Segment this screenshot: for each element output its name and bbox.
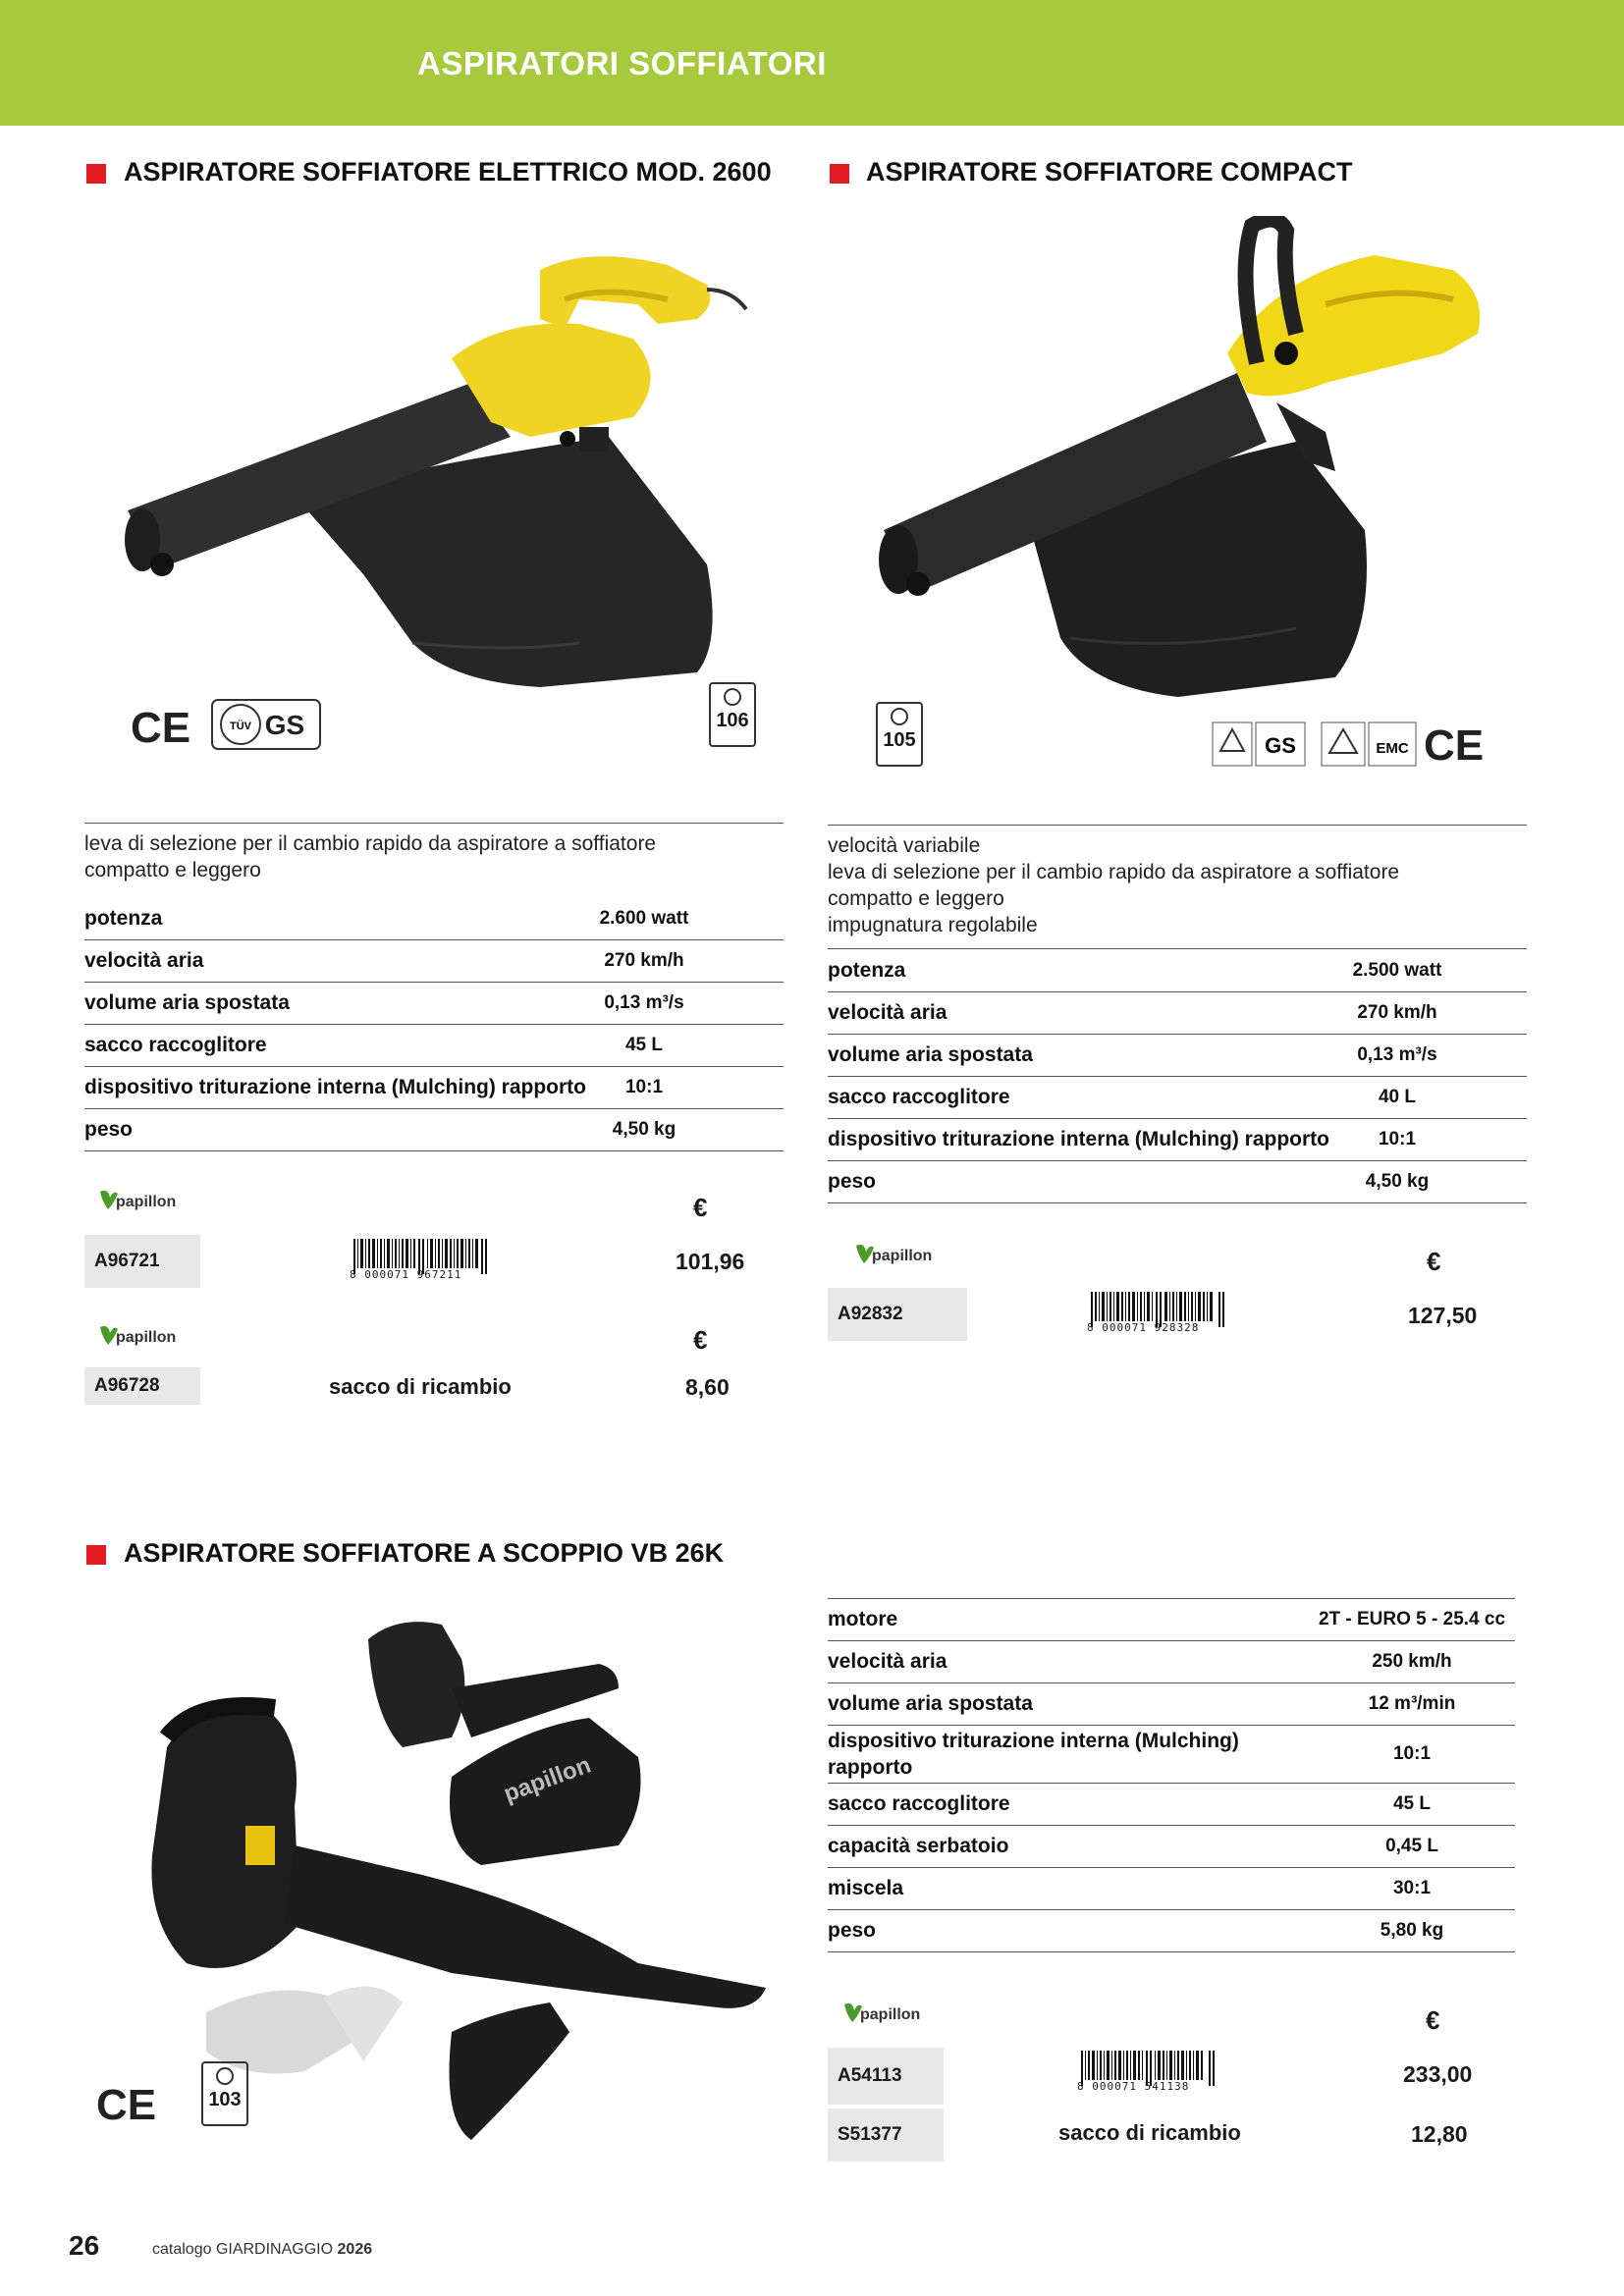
leaf-icon	[98, 1188, 118, 1211]
spec-row: velocità aria 270 km/h	[828, 992, 1527, 1035]
barcode: 8 000071 541138	[1077, 2051, 1219, 2100]
svg-text:TÜV: TÜV	[230, 721, 251, 732]
section-marker	[86, 1545, 106, 1565]
ce-mark-icon: CE	[131, 704, 191, 752]
tuv-gs-emc-marks-icon	[1212, 721, 1418, 769]
spec-row: velocità aria 250 km/h	[828, 1641, 1515, 1683]
noise-level-badge: 103	[201, 2061, 248, 2126]
section-marker	[830, 164, 849, 184]
divider	[84, 823, 784, 824]
spec-row: volume aria spostata 0,13 m³/s	[828, 1035, 1527, 1077]
svg-text:GS: GS	[1265, 733, 1296, 758]
divider	[828, 825, 1527, 826]
product-price: 127,50	[1408, 1303, 1478, 1328]
product-code: A96728	[84, 1367, 200, 1405]
spec-row: sacco raccoglitore 40 L	[828, 1077, 1527, 1119]
spec-row: volume aria spostata 12 m³/min	[828, 1683, 1515, 1726]
product-1-title: ASPIRATORE SOFFIATORE ELETTRICO MOD. 2600	[124, 157, 772, 187]
product-price: 233,00	[1403, 2061, 1473, 2087]
spec-row: peso 4,50 kg	[84, 1109, 784, 1151]
spec-row: volume aria spostata 0,13 m³/s	[84, 983, 784, 1025]
ce-mark-icon: CE	[1424, 721, 1485, 770]
spec-row: potenza 2.600 watt	[84, 897, 784, 940]
product-code: A54113	[828, 2048, 944, 2105]
product-3-title: ASPIRATORE SOFFIATORE A SCOPPIO VB 26K	[124, 1538, 725, 1568]
product-price: 101,96	[676, 1249, 745, 1274]
header-bar	[0, 0, 1624, 126]
papillon-logo: papillon	[98, 1188, 196, 1217]
ce-mark-icon: CE	[96, 2081, 157, 2129]
product-price: 12,80	[1411, 2121, 1468, 2147]
papillon-logo: papillon	[854, 1242, 952, 1271]
noise-level-badge: 106	[709, 682, 756, 747]
tuv-gs-mark-icon	[211, 699, 321, 750]
spec-row: dispositivo triturazione interna (Mulching) rapporto 10:1	[828, 1726, 1515, 1784]
leaf-icon	[842, 2001, 862, 2024]
product-2-spec-table	[828, 948, 1527, 1203]
currency-symbol: €	[1427, 1247, 1441, 1276]
currency-symbol: €	[693, 1193, 708, 1222]
currency-symbol: €	[1426, 2005, 1440, 2035]
page-number: 26	[69, 2230, 100, 2261]
spec-row: dispositivo triturazione interna (Mulching) rapporto 10:1	[828, 1119, 1527, 1161]
spec-row: motore 2T - EURO 5 - 25.4 cc	[828, 1599, 1515, 1641]
spec-row: peso 5,80 kg	[828, 1910, 1515, 1952]
spec-row: potenza 2.500 watt	[828, 949, 1527, 992]
noise-level-badge: 105	[876, 702, 923, 767]
section-marker	[86, 164, 106, 184]
spec-row: dispositivo triturazione interna (Mulching) rapporto 10:1	[84, 1067, 784, 1109]
product-2-features: velocità variabile leva di selezione per il cambio rapido da aspiratore a soffiatore compatto e leggero impugnatura regolabile	[828, 834, 1400, 936]
spec-row: velocità aria 270 km/h	[84, 940, 784, 983]
svg-text:EMC: EMC	[1376, 740, 1409, 757]
product-3-spec-table	[828, 1598, 1515, 1952]
product-1-photo	[118, 250, 766, 692]
product-2-title: ASPIRATORE SOFFIATORE COMPACT	[866, 157, 1353, 187]
product-2-photo	[864, 216, 1492, 707]
spec-row: miscela 30:1	[828, 1868, 1515, 1910]
product-code: A92832	[828, 1288, 967, 1341]
product-price: 8,60	[685, 1374, 730, 1400]
papillon-logo: papillon	[98, 1323, 196, 1353]
currency-symbol: €	[693, 1325, 708, 1355]
spec-row: peso 4,50 kg	[828, 1161, 1527, 1203]
barcode: 8 000071 928328	[1087, 1292, 1229, 1341]
header-title: ASPIRATORI SOFFIATORI	[417, 45, 827, 81]
svg-text:GS: GS	[264, 710, 305, 740]
spec-row: capacità serbatoio 0,45 L	[828, 1826, 1515, 1868]
leaf-icon	[854, 1242, 874, 1265]
speaker-icon	[216, 2067, 234, 2085]
item-note: sacco di ricambio	[1058, 2120, 1241, 2145]
product-1-spec-table	[84, 897, 784, 1151]
spec-row: sacco raccoglitore 45 L	[84, 1025, 784, 1067]
speaker-icon	[891, 708, 908, 725]
spec-row: sacco raccoglitore 45 L	[828, 1784, 1515, 1826]
product-1-features: leva di selezione per il cambio rapido da aspiratore a soffiatore compatto e leggero	[84, 832, 657, 881]
barcode: 8 000071 967211	[350, 1239, 492, 1288]
papillon-logo: papillon	[842, 2001, 941, 2030]
item-note: sacco di ricambio	[329, 1374, 512, 1399]
product-code: S51377	[828, 2109, 944, 2162]
speaker-icon	[724, 688, 741, 706]
svg-text:papillon: papillon	[500, 1751, 595, 1808]
product-code: A96721	[84, 1235, 200, 1288]
catalog-footer: catalogo GIARDINAGGIO 2026	[152, 2241, 373, 2258]
leaf-icon	[98, 1323, 118, 1347]
